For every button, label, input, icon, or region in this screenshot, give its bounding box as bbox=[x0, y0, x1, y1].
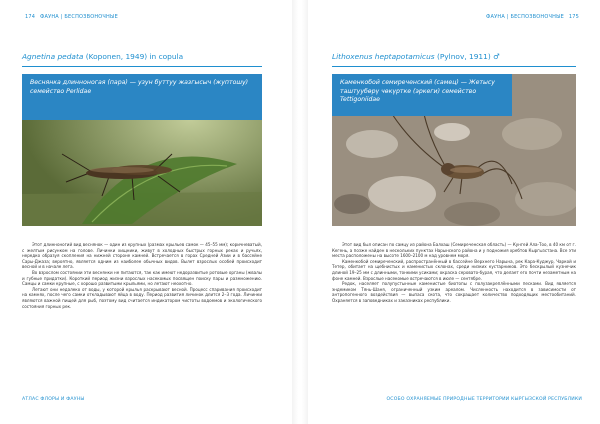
left-footer: АТЛАС ФЛОРЫ И ФАУНЫ bbox=[22, 397, 85, 402]
species-photo bbox=[22, 74, 262, 226]
paragraph: Редок, населяет полупустынные каменистые биотопы с полузакреплёнными песками. Вид является эндемиком Тянь-Шаня, ограниченный узким ареалом. Численность находится в зависимости от антропогенного воздействия — выпаса скота, что сокращает количество подходящих местообитаний. Охраняется в заповедниках и заказниках республики. bbox=[332, 281, 576, 303]
paragraph: Каменкобой семиреченский, распространённый в бассейне Верхнего Нарына, рек Кара-Куджур, Чаркой и Тетер, обитает на щебнистых и каменистых склонах, среди низких кустарников. Это бескрылый кузнечик длиной 19–25 мм с длинными, тонкими усиками; окраска серовато-бурая, что делает его почти незаметным на фоне камней. Взрослые насекомые встречаются в июле — сентябре. bbox=[332, 258, 576, 281]
photo-caption: Каменкобой семиреченский (самец) — Жетысу таштуубөрү чөкүртке (эркеги) семейство Tettigoniidae bbox=[332, 74, 512, 116]
photo-caption: Веснянка длинноногая (пара) — узун буттуу жазгысыч (жуптошу) семейство Perlidae bbox=[22, 74, 262, 120]
species-title bbox=[332, 52, 500, 61]
left-page bbox=[0, 0, 292, 424]
right-body-text bbox=[332, 242, 576, 304]
header-subsection: БЕСПОЗВОНОЧНЫЕ bbox=[510, 14, 565, 20]
species-photo bbox=[332, 74, 576, 226]
page-number: 175 bbox=[568, 14, 579, 20]
left-body-text bbox=[22, 242, 262, 309]
species-title bbox=[22, 52, 183, 61]
header-subsection: БЕСПОЗВОНОЧНЫЕ bbox=[64, 14, 118, 20]
title-divider bbox=[22, 66, 262, 67]
paragraph: Этот длинноногий вид веснянок — один из крупных (размах крыльев самок — 45–55 мм); коричневатый, с желтым рисунком на голове. Личинки хищники, живут в холодных быстрых горных реках и ручьях, нередко образуя скопления на нижней стороне камней. Встречается в горах Средней Азии и в бассейне Сары-Джаза; вероятно, является одним из наиболее обычных видов. Вылет взрослых особей происходит весной и в начале лета. bbox=[22, 242, 262, 270]
header-section: ФАУНА bbox=[39, 14, 59, 20]
paragraph: Во взрослом состоянии эти веснянки не питаются, так как имеют недоразвитые ротовые органы (жвалы и губные придатки). Короткий период жизни взрослых насекомых посвящен поиску пары и размножению. Самцы и самки крупные, с хорошо развитыми крыльями, но летают неохотно. bbox=[22, 269, 262, 287]
species-name: Agnetina pedata bbox=[22, 52, 84, 61]
book-gutter bbox=[292, 0, 308, 424]
right-footer: ОСОБО ОХРАНЯЕМЫЕ ПРИРОДНЫЕ ТЕРРИТОРИИ КЫРГЫЗСКОЙ РЕСПУБЛИКИ bbox=[386, 397, 582, 402]
title-divider bbox=[332, 66, 576, 67]
header-separator: | bbox=[506, 14, 509, 20]
male-symbol: ♂ bbox=[493, 52, 500, 61]
species-author: (Pylnov, 1911) bbox=[436, 52, 491, 61]
species-name: Lithoxenus heptapotamicus bbox=[332, 52, 435, 61]
page-number: 174 bbox=[25, 14, 36, 20]
species-author: (Koponen, 1949) in copula bbox=[85, 52, 184, 61]
paragraph: Летают они недалеко от воды, у которой крылья раскрывают весной. Процесс спаривания происходит на камнях, после чего самки откладывают яйца в воду. Период развития личинок длится 2–3 года. Личинки являются важной пищей для рыб, поэтому вид считается индикатором чистоты водоемов и экологического состояния горных рек. bbox=[22, 286, 262, 309]
header-separator: | bbox=[60, 14, 63, 20]
left-running-header bbox=[22, 14, 118, 20]
header-section: ФАУНА bbox=[486, 14, 505, 20]
right-running-header bbox=[486, 14, 582, 20]
right-page bbox=[308, 0, 600, 424]
paragraph: Этот вид был описан по самцу из района Балхаш (Семиреченская область) — Кунгей Ала-Тоо, в 40 км от г. Кегень, а позже найден в нескольких пунктах Нарынского района и у подножия хребтов Кыргызстана. Все эти места расположены на высоте 1600–2100 м над уровнем моря. bbox=[332, 242, 576, 259]
